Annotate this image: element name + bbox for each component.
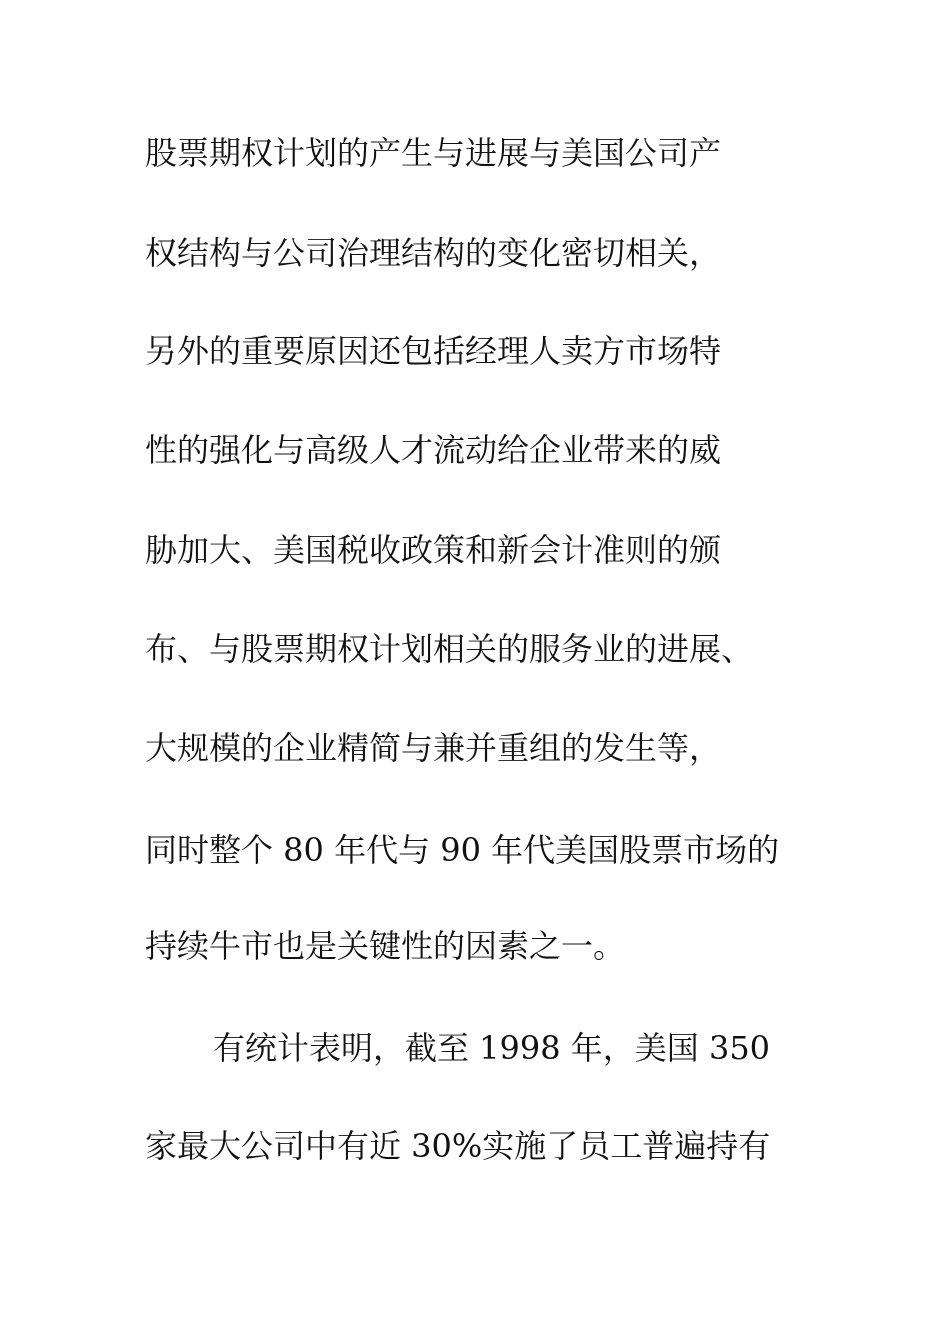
paragraph-line: 股票期权计划的产生与进展与美国公司产	[145, 134, 722, 172]
paragraph-line: 布、与股票期权计划相关的服务业的进展、	[145, 630, 754, 668]
paragraph-line: 性的强化与高级人才流动给企业带来的威	[145, 431, 722, 469]
paragraph-line: 持续牛市也是关键性的因素之一。	[145, 927, 626, 965]
paragraph-line: 胁加大、美国税收政策和新会计准则的颁	[145, 531, 722, 569]
paragraph-line: 同时整个 80 年代与 90 年代美国股票市场的	[145, 831, 780, 869]
paragraph-first-line: 有统计表明，截至 1998 年，美国 350	[213, 1029, 771, 1067]
paragraph-line: 另外的重要原因还包括经理人卖方市场特	[145, 332, 722, 370]
paragraph-line: 权结构与公司治理结构的变化密切相关，	[145, 234, 722, 272]
paragraph-line: 大规模的企业精简与兼并重组的发生等，	[145, 729, 722, 767]
paragraph-line: 家最大公司中有近 30%实施了员工普遍持有	[145, 1127, 771, 1165]
